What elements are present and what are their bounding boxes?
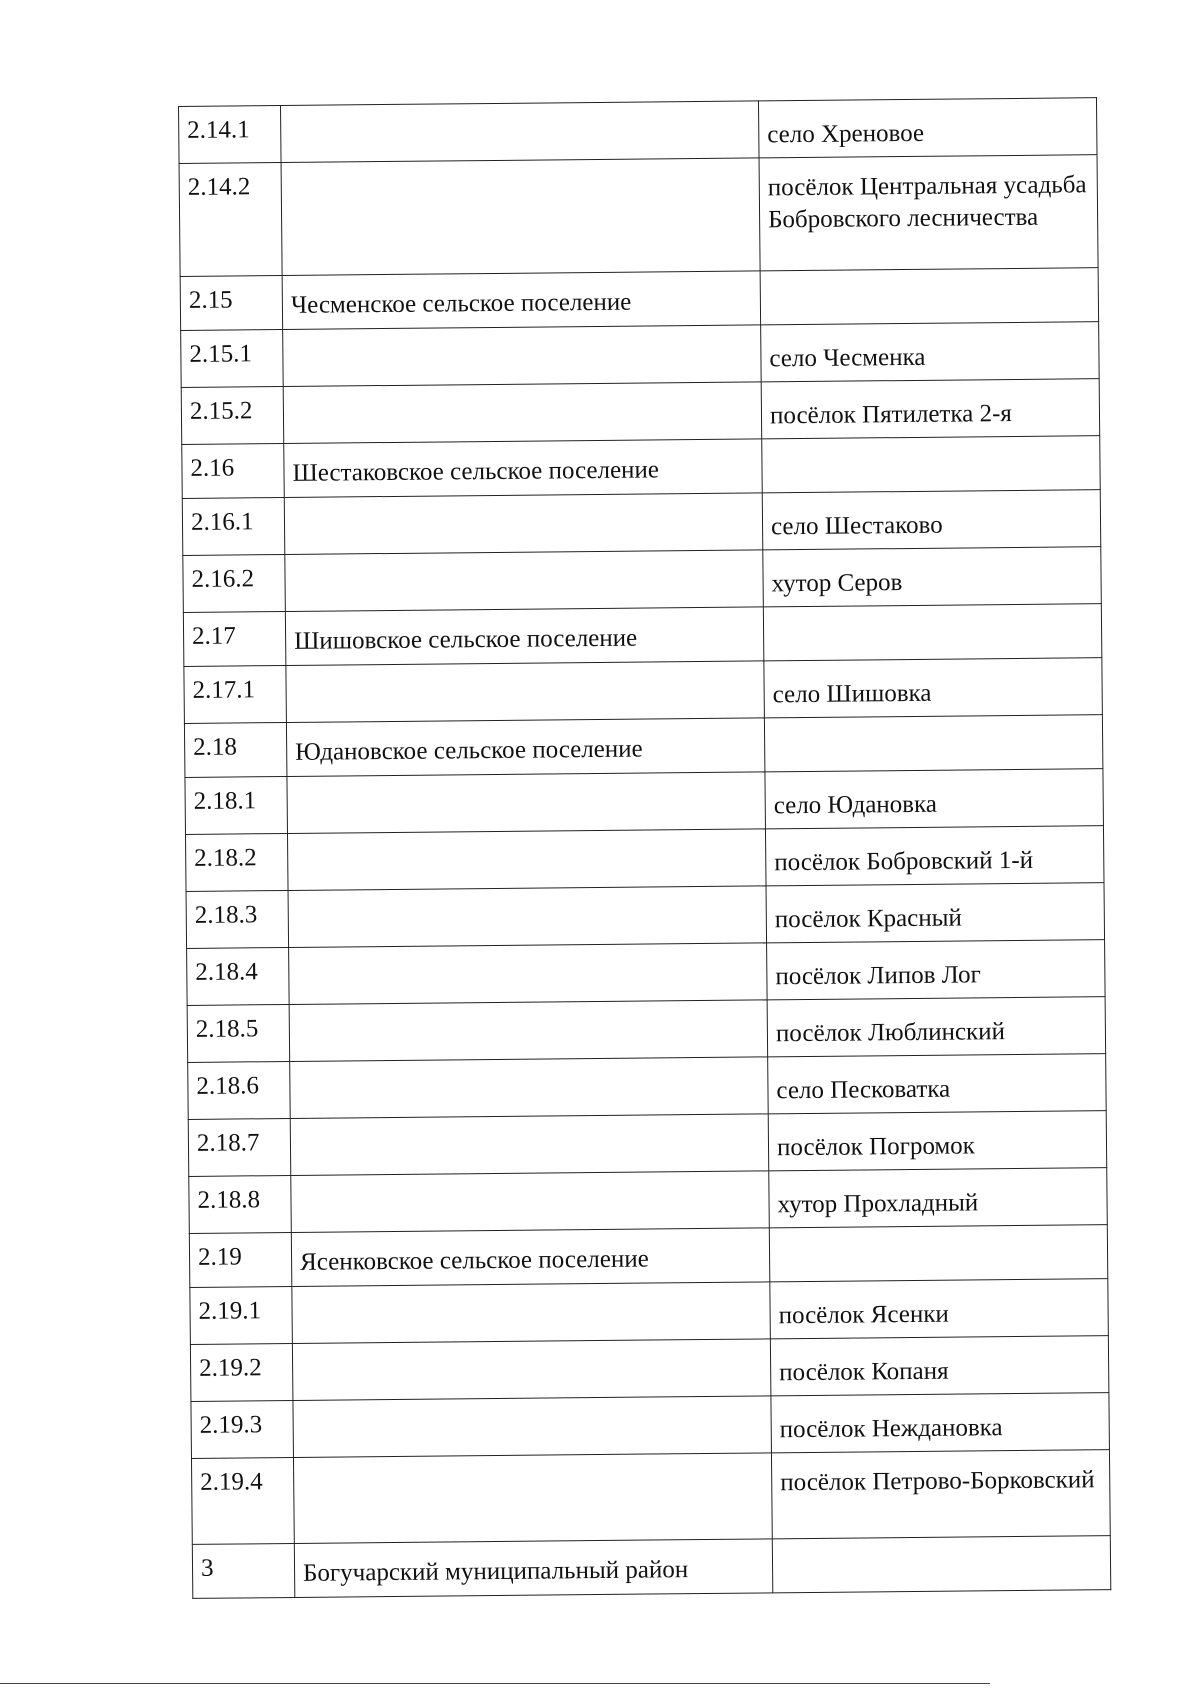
- row-municipality: [290, 1057, 769, 1119]
- table-row: [192, 1536, 1110, 1599]
- row-settlement: [760, 268, 1099, 325]
- row-municipality: Шестаковское сельское поселение: [284, 439, 762, 498]
- row-settlement: село Чесменка: [761, 322, 1100, 382]
- row-settlement: хутор Серов: [763, 547, 1102, 607]
- table-row: [182, 436, 1100, 499]
- table-row: [179, 155, 1098, 277]
- row-municipality: [287, 829, 766, 891]
- table-row: [188, 1111, 1107, 1177]
- row-number: 2.15.1: [181, 330, 284, 388]
- row-settlement: посёлок Липов Лог: [767, 940, 1106, 1000]
- table-row: [182, 490, 1101, 556]
- row-municipality: Чесменское сельское поселение: [282, 271, 760, 330]
- row-number: 2.14.2: [179, 163, 282, 277]
- table-row: [191, 1450, 1110, 1545]
- table-row: [181, 322, 1100, 388]
- row-settlement: [764, 715, 1103, 772]
- row-number: 2.14.1: [179, 106, 282, 164]
- row-municipality: [293, 1396, 772, 1458]
- row-municipality: [289, 1000, 768, 1062]
- row-municipality: Юдановское сельское поселение: [286, 718, 764, 777]
- table-row: [184, 715, 1102, 778]
- row-municipality: [291, 1171, 770, 1233]
- row-settlement: посёлок Погромок: [768, 1111, 1107, 1171]
- row-number: 2.18.1: [185, 776, 288, 834]
- row-settlement: посёлок Копаня: [770, 1336, 1109, 1396]
- table-row: [183, 604, 1101, 667]
- row-number: 2.15: [180, 276, 283, 331]
- table-row: [190, 1336, 1109, 1402]
- row-number: 2.18: [184, 722, 287, 777]
- table-row: [185, 769, 1104, 835]
- row-municipality: [286, 661, 765, 723]
- row-number: 2.18.8: [189, 1175, 292, 1233]
- table-row: [189, 1225, 1107, 1288]
- row-settlement: [769, 1225, 1108, 1282]
- table-row: [184, 658, 1103, 724]
- row-settlement: посёлок Петрово-Борковский: [771, 1450, 1110, 1539]
- row-settlement: хутор Прохладный: [769, 1168, 1108, 1228]
- row-number: 2.18.4: [187, 947, 290, 1005]
- row-municipality: [281, 101, 760, 163]
- row-number: 2.17.1: [184, 665, 287, 723]
- table-row: [181, 379, 1100, 445]
- row-settlement: село Юдановка: [765, 769, 1104, 829]
- row-number: 2.19: [189, 1232, 292, 1287]
- row-municipality: Ясенковское сельское поселение: [291, 1228, 769, 1287]
- row-municipality: [285, 550, 764, 612]
- row-settlement: посёлок Центральная усадьба Бобровского лесничества: [759, 155, 1098, 271]
- row-municipality: [283, 325, 762, 387]
- row-settlement: [772, 1536, 1111, 1593]
- row-municipality: [283, 382, 762, 444]
- row-municipality: [293, 1453, 772, 1544]
- row-number: 2.17: [183, 611, 286, 666]
- table-row: [191, 1393, 1110, 1459]
- table-row: [187, 997, 1106, 1063]
- table-row: [180, 268, 1098, 331]
- row-number: 2.18.2: [185, 833, 288, 891]
- table-row: [185, 826, 1104, 892]
- settlements-table: [178, 97, 1111, 1599]
- row-settlement: посёлок Люблинский: [767, 997, 1106, 1057]
- table-row: [186, 883, 1105, 949]
- row-settlement: посёлок Ясенки: [770, 1279, 1109, 1339]
- row-number: 2.19.2: [190, 1343, 293, 1401]
- row-number: 2.16.2: [183, 554, 286, 612]
- row-municipality: [290, 1114, 769, 1176]
- row-settlement: посёлок Пятилетка 2-я: [761, 379, 1100, 439]
- row-number: 2.19.4: [191, 1457, 294, 1544]
- row-number: 2.19.1: [190, 1286, 293, 1344]
- row-municipality: [292, 1339, 771, 1401]
- row-number: 2.18.3: [186, 890, 289, 948]
- row-settlement: посёлок Бобровский 1-й: [765, 826, 1104, 886]
- row-municipality: [292, 1282, 771, 1344]
- row-number: 2.18.7: [188, 1118, 291, 1176]
- row-settlement: село Песковатка: [768, 1054, 1107, 1114]
- row-number: 2.18.6: [188, 1061, 291, 1119]
- table-row: [183, 547, 1102, 613]
- page-bottom-rule: [0, 1683, 990, 1684]
- row-settlement: село Шестаково: [762, 490, 1101, 550]
- table-row: [190, 1279, 1109, 1345]
- table-row: [189, 1168, 1108, 1234]
- row-number: 2.18.5: [187, 1004, 290, 1062]
- row-municipality: [288, 886, 767, 948]
- row-settlement: [762, 436, 1101, 493]
- row-number: 2.16.1: [182, 497, 285, 555]
- row-settlement: село Шишовка: [764, 658, 1103, 718]
- row-number: 2.16: [182, 444, 285, 499]
- table-row: [179, 98, 1098, 164]
- row-municipality: Шишовское сельское поселение: [285, 607, 763, 666]
- table-row: [188, 1054, 1107, 1120]
- row-municipality: [284, 493, 763, 555]
- row-settlement: посёлок Неждановка: [771, 1393, 1110, 1453]
- row-municipality: [281, 158, 760, 276]
- row-municipality: Богучарский муниципальный район: [294, 1539, 772, 1598]
- row-number: 3: [192, 1543, 295, 1598]
- row-number: 2.19.3: [191, 1400, 294, 1458]
- row-settlement: [763, 604, 1102, 661]
- row-settlement: село Хреновое: [758, 98, 1097, 158]
- row-settlement: посёлок Красный: [766, 883, 1105, 943]
- table-row: [187, 940, 1106, 1006]
- row-municipality: [289, 943, 768, 1005]
- row-number: 2.15.2: [181, 387, 284, 445]
- row-municipality: [287, 772, 766, 834]
